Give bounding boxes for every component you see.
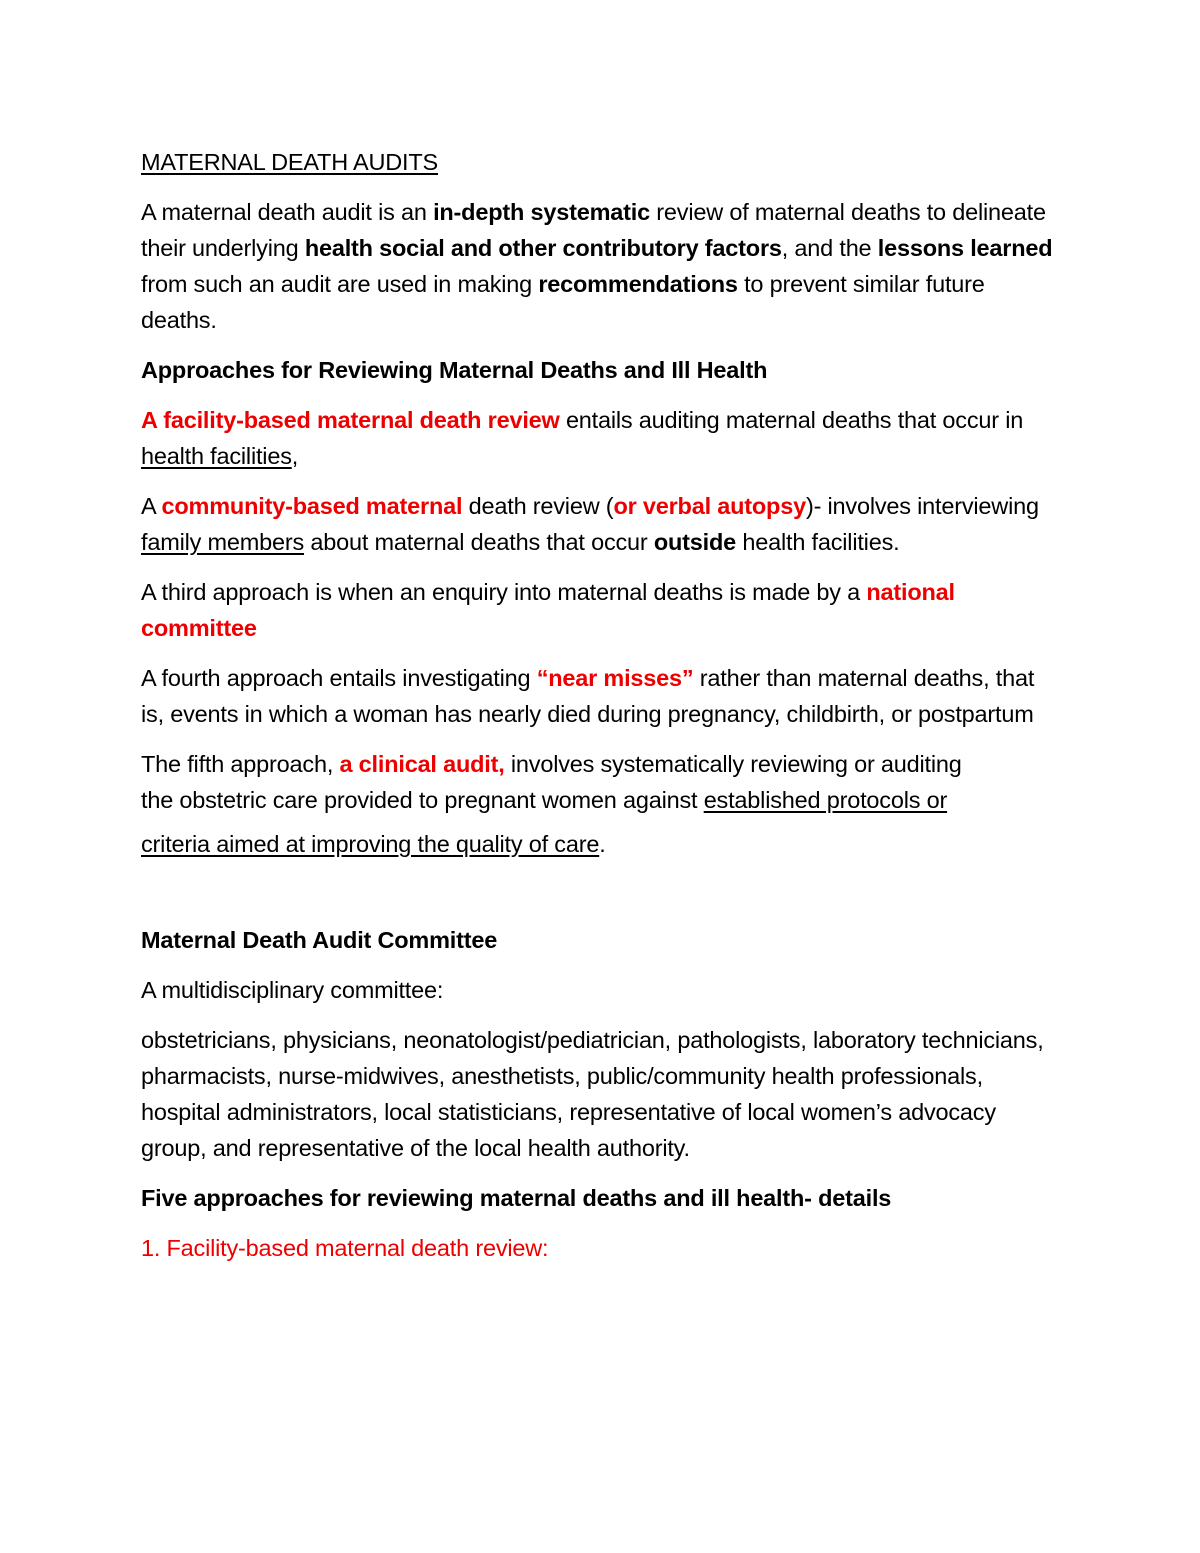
approach-1-paragraph — [141, 402, 1061, 474]
text-run-red-bold: “near misses” — [536, 665, 694, 691]
text-run-plain: to prevent similar future deaths. — [141, 271, 985, 333]
text-run-underline: established protocols or — [703, 787, 948, 813]
approach-3-paragraph — [141, 574, 1061, 646]
approach-2-paragraph — [141, 488, 1061, 560]
doc-title-text: MATERNAL DEATH AUDITS — [141, 149, 438, 175]
text-run-plain: from such an audit are used in making — [141, 271, 539, 297]
text-run-plain: entails auditing maternal deaths that occur in — [559, 407, 1024, 433]
text-run-plain: . — [599, 831, 606, 857]
approach-5-line-1 — [141, 746, 1061, 782]
text-run-plain: rather than maternal deaths, that is, events in which a woman has nearly died during pregnancy, childbirth, or postpartum — [141, 665, 1035, 727]
text-run-red-bold: or verbal autopsy — [613, 493, 806, 519]
text-run-red-bold: national committee — [141, 579, 955, 641]
text-run-bold: recommendations — [538, 271, 738, 297]
text-run-plain: about maternal deaths that occur — [304, 529, 654, 555]
list-item-1: 1. Facility-based maternal death review: — [141, 1235, 549, 1261]
document-body — [141, 144, 1061, 1280]
text-run-red-bold: A facility-based maternal death review — [141, 407, 560, 433]
text-run-underline: family members — [141, 529, 305, 555]
text-run-plain: A fourth approach entails investigating — [141, 665, 537, 691]
text-run-bold: in-depth systematic — [433, 199, 650, 225]
text-run-plain: the obstetric care provided to pregnant women against — [141, 787, 704, 813]
text-run-red-bold: community-based maternal — [161, 493, 463, 519]
text-run-plain: involves systematically reviewing or auditing — [504, 751, 962, 777]
text-run-plain: A maternal death audit is an — [141, 199, 434, 225]
text-run-plain: health facilities. — [736, 529, 900, 555]
text-run-underline: health facilities — [141, 443, 292, 469]
approach-5-line-3 — [141, 818, 1061, 870]
approaches-heading: Approaches for Reviewing Maternal Deaths and Ill Health — [141, 357, 768, 383]
text-run-plain: A third approach is when an enquiry into maternal deaths is made by a — [141, 579, 867, 605]
doc-title — [141, 144, 1061, 180]
text-run-bold: outside — [653, 529, 737, 555]
text-run-plain: , — [291, 443, 299, 469]
text-run-plain: , and the — [781, 235, 878, 261]
committee-heading: Maternal Death Audit Committee — [141, 927, 498, 953]
text-run-red-bold: a clinical audit, — [339, 751, 505, 777]
text-run-plain: death review ( — [462, 493, 614, 519]
approach-5-paragraph — [141, 746, 1061, 870]
text-run-plain: )- involves interviewing — [805, 493, 1039, 519]
intro-paragraph — [141, 194, 1061, 338]
committee-members: obstetricians, physicians, neonatologist/pediatrician, pathologists, laboratory technicians, pharmacists, nurse-midwives, anesthetists, public/community health professionals, hospital administrators, local statisticians, representative of local women’s advocacy group, and representative of the local health authority. — [141, 1027, 1044, 1161]
text-run-plain: review of maternal deaths to delineate their underlying — [141, 199, 1046, 261]
blank-line — [141, 870, 1061, 922]
text-run-underline: criteria aimed at improving the quality of care — [141, 831, 600, 857]
approach-4-paragraph — [141, 660, 1061, 732]
text-run-plain: A — [141, 493, 162, 519]
committee-intro: A multidisciplinary committee: — [141, 977, 444, 1003]
five-approaches-heading: Five approaches for reviewing maternal deaths and ill health- details — [141, 1185, 892, 1211]
text-run-bold: health social and other contributory factors — [304, 235, 782, 261]
approach-5-line-2 — [141, 782, 1061, 818]
text-run-plain: The fifth approach, — [141, 751, 340, 777]
text-run-bold: lessons learned — [877, 235, 1053, 261]
